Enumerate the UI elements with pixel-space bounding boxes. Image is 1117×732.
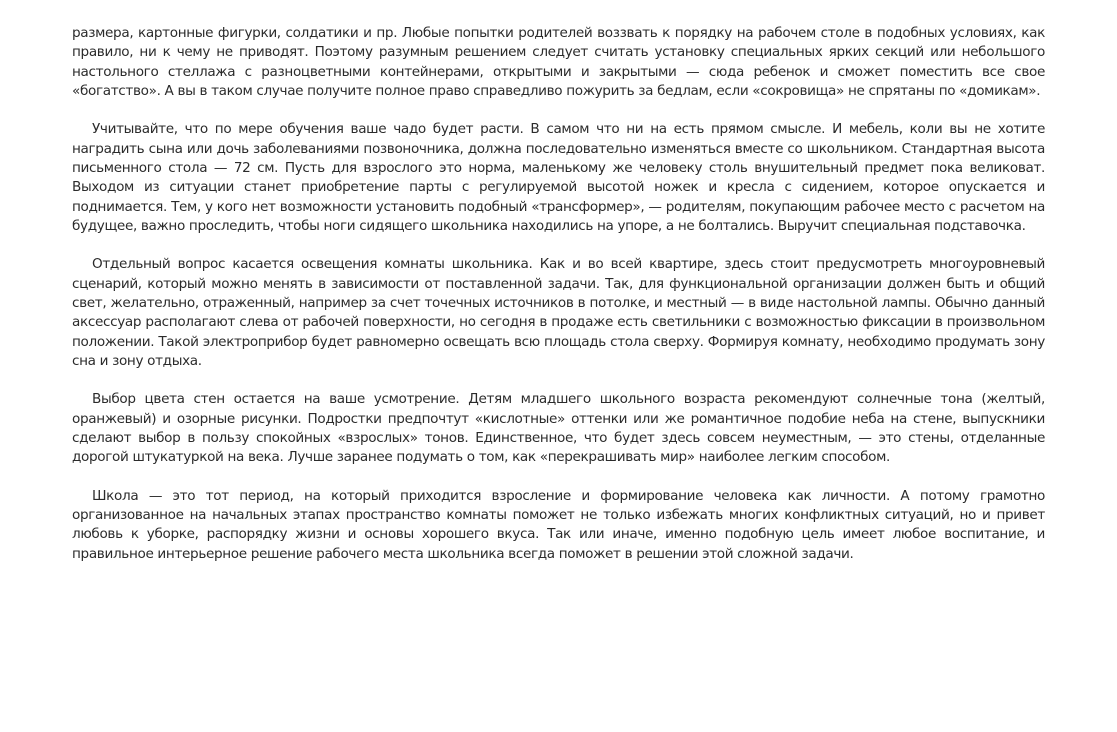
paragraph-storage: размера, картонные фигурки, солдатики и пр. Любые попытки родителей воззвать к порядку на рабочем столе в подобных условиях, как правило, ни к чему не приводят. Поэтому разумным решением следует считать установку специальных ярких секций или небольшого настольного стеллажа с разноцветными контейнерами, открытыми и закрытыми — сюда ребенок и сможет поместить все свое «богатство». А вы в таком случае получите полное право справедливо пожурить за бедлам, если «сокровища» не спрятаны по «домикам». — [72, 25, 1045, 99]
paragraph-lighting: Отдельный вопрос касается освещения комнаты школьника. Как и во всей квартире, здесь стоит предусмотреть многоуровневый сценарий, который можно менять в зависимости от поставленной задачи. Так, для функциональной организации должен быть и общий свет, желательно, отраженный, например за счет точечных источников в потолке, и местный — в виде настольной лампы. Обычно данный аксессуар располагают слева от рабочей поверхности, но сегодня в продаже есть светильники с возможностью фиксации в произвольном положении. Такой электроприбор будет равномерно освещать всю площадь стола сверху. Формируя комнату, необходимо продумать зону сна и зону отдыха. — [72, 256, 1045, 369]
article-body — [72, 24, 1045, 583]
paragraph-conclusion: Школа — это тот период, на который приходится взросление и формирование человека как личности. А потому грамотно организованное на начальных этапах пространство комнаты поможет не только избежать многих конфликтных ситуаций, но и привет любовь к уборке, распорядку жизни и основы хорошего вкуса. Так или иначе, именно подобную цель имеет любое воспитание, и правильное интерьерное решение рабочего места школьника всегда поможет в решении этой сложной задачи. — [72, 487, 1045, 562]
paragraph-wall-color: Выбор цвета стен остается на ваше усмотрение. Детям младшего школьного возраста рекомендуют солнечные тона (желтый, оранжевый) и озорные рисунки. Подростки предпочтут «кислотные» оттенки или же романтичное подобие неба на стене, выпускники сделают выбор в пользу спокойных «взрослых» тонов. Единственное, что будет здесь совсем неуместным, — это стены, отделанные дорогой штукатуркой на века. Лучше заранее подумать о том, как «перекрашивать мир» наиболее легким способом. — [72, 391, 1045, 466]
paragraph-furniture: Учитывайте, что по мере обучения ваше чадо будет расти. В самом что ни на есть прямом смысле. И мебель, коли вы не хотите наградить сына или дочь заболеваниями позвоночника, должна последовательно изменяться вместе со школьником. Стандартная высота письменного стола — 72 см. Пусть для взрослого это норма, маленькому же человеку столь внушительный предмет пока великоват. Выходом из ситуации станет приобретение парты с регулируемой высотой ножек и кресла с сидением, которое опускается и поднимается. Тем, у кого нет возможности установить подобный «трансформер», — родителям, покупающим рабочее место с расчетом на будущее, важно проследить, чтобы ноги сидящего школьника находились на упоре, а не болтались. Выручит специальная подставочка. — [72, 121, 1045, 234]
